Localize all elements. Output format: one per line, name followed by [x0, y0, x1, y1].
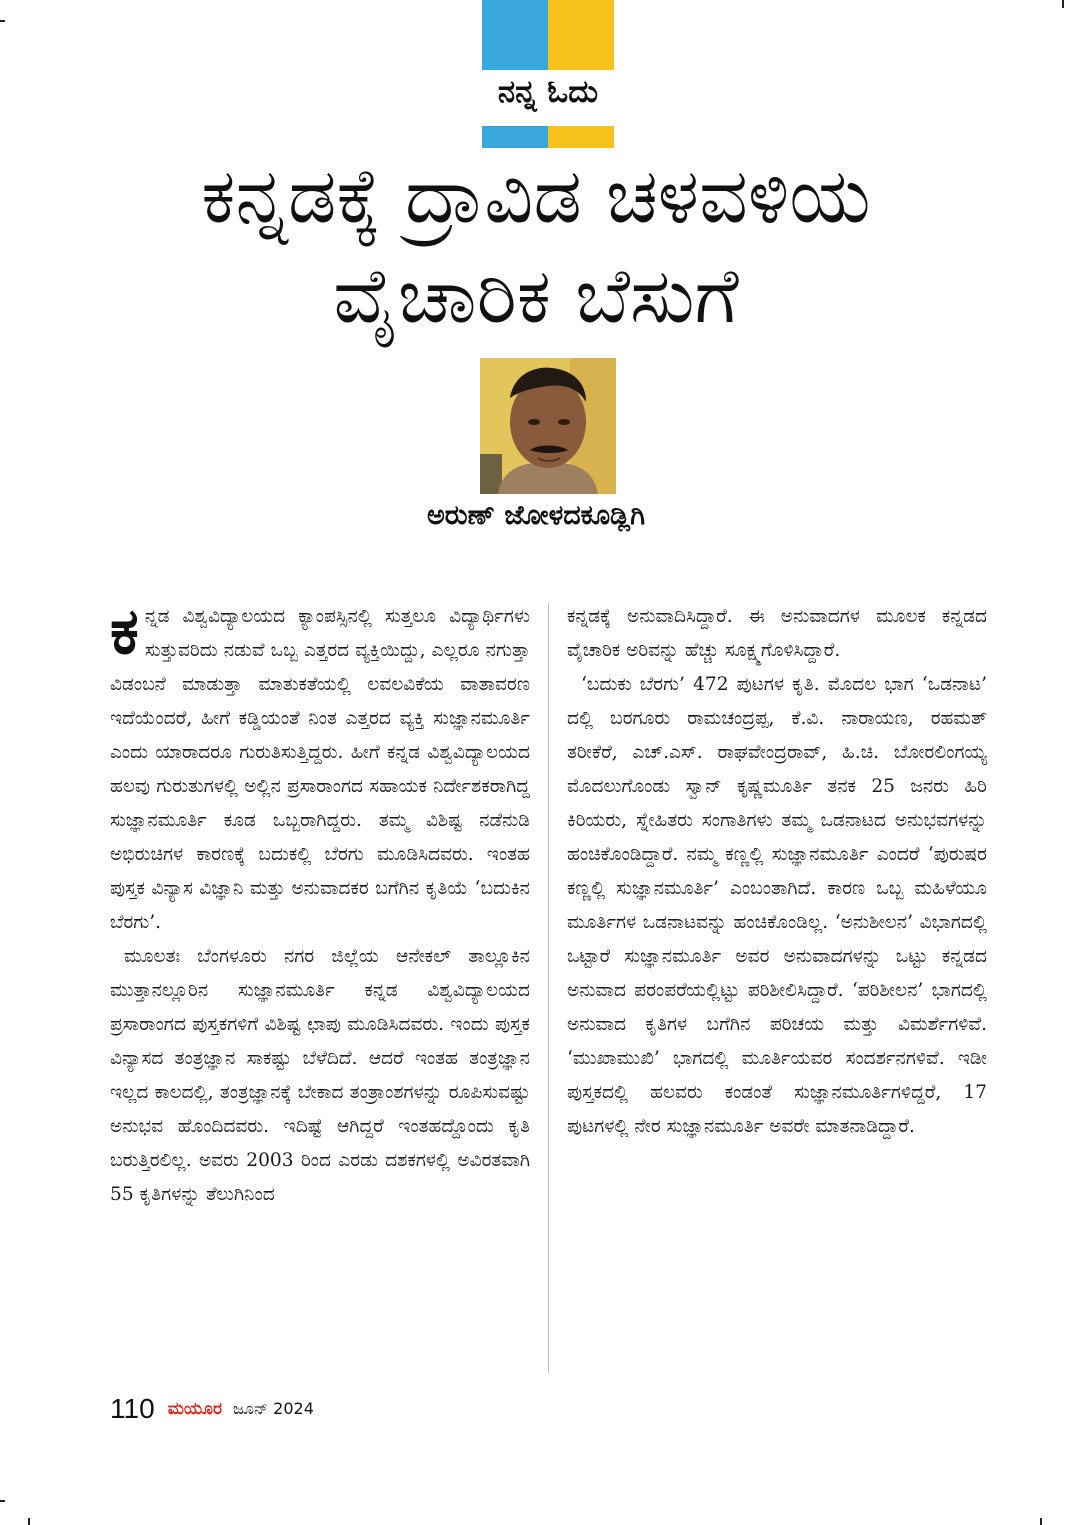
author-name: ಅರುಣ್ ಜೋಳದಕೂಡ್ಲಿಗಿ — [426, 500, 646, 531]
crop-mark-bottom-right — [1040, 1518, 1042, 1525]
article-column-left — [110, 595, 530, 1212]
drop-cap: ಕ — [110, 595, 139, 669]
section-logo — [482, 0, 614, 148]
crop-mark-top-right — [1062, 0, 1064, 8]
article-column-right — [567, 600, 987, 1144]
article-paragraph: ಕನ್ನಡಕ್ಕೆ ಅನುವಾದಿಸಿದ್ದಾರೆ. ಈ ಅನುವಾದಗಳ ಮೂಲಕ ಕನ್ನಡದ ವೈಚಾರಿಕ ಅರಿವನ್ನು ಹೆಚ್ಚು ಸೂಕ್ಷ್ಮಗೊಳಿಸಿದ್ದಾರೆ. — [567, 606, 987, 661]
crop-mark-bottom-left-v — [28, 1518, 30, 1525]
headline-line-2: ವೈಚಾರಿಕ ಬೆಸುಗೆ — [333, 251, 739, 340]
section-logo-label: ನನ್ನ ಓದು — [497, 74, 599, 110]
paragraph-text: ನ್ನಡ ವಿಶ್ವವಿದ್ಯಾಲಯದ ಕ್ಯಾಂಪಸ್ಸಿನಲ್ಲಿ ಸುತ್ತಲೂ ವಿದ್ಯಾರ್ಥಿಗಳು ಸುತ್ತುವರಿದು ನಡುವೆ ಒಬ್ಬ ಎತ್ತರದ ವ್ಯಕ್ತಿಯಿದ್ದು, ಎಲ್ಲರೂ ನಗುತ್ತಾ ವಿಡಂಬನೆ ಮಾಡುತ್ತಾ ಮಾತುಕತೆಯಲ್ಲಿ ಲವಲವಿಕೆಯ ವಾತಾವರಣ ಇದೆಯೆಂದರೆ, ಹೀಗೆ ಕಡ್ಡಿಯಂತೆ ನಿಂತ ಎತ್ತರದ ವ್ಯಕ್ತಿ ಸುಜ್ಞಾನಮೂರ್ತಿ ಎಂದು ಯಾರಾದರೂ ಗುರುತಿಸುತ್ತಿದ್ದರು. ಹೀಗೆ ಕನ್ನಡ ವಿಶ್ವವಿದ್ಯಾಲಯದ ಹಲವು ಗುರುತುಗಳಲ್ಲಿ ಅಲ್ಲಿನ ಪ್ರಸಾರಾಂಗದ ಸಹಾಯಕ ನಿರ್ದೇಶಕರಾಗಿದ್ದ ಸುಜ್ಞಾನಮೂರ್ತಿ ಕೂಡ ಒಬ್ಬರಾಗಿದ್ದರು. ತಮ್ಮ ವಿಶಿಷ್ಟ ನಡೆನುಡಿ ಅಭಿರುಚಿಗಳ ಕಾರಣಕ್ಕೆ ಬದುಕಲ್ಲಿ ಬೆರಗು ಮೂಡಿಸಿದವರು. ಇಂತಹ ಪುಸ್ತಕ ವಿನ್ಯಾಸ ವಿಜ್ಞಾನಿ ಮತ್ತು ಅನುವಾದಕರ ಬಗೆಗಿನ ಕೃತಿಯೆ ‘ಬದುಕಿನ ಬೆರಗು’. — [110, 606, 530, 933]
magazine-logo: ಮಯೂರ — [167, 1399, 222, 1419]
article-paragraph: ಮೂಲತಃ ಬೆಂಗಳೂರು ನಗರ ಜಿಲ್ಲೆಯ ಆನೇಕಲ್ ತಾಲ್ಲೂಕಿನ ಮುತ್ತಾನಲ್ಲೂರಿನ ಸುಜ್ಞಾನಮೂರ್ತಿ ಕನ್ನಡ ವಿಶ್ವವಿದ್ಯಾಲಯದ ಪ್ರಸಾರಾಂಗದ ಪುಸ್ತಕಗಳಿಗೆ ವಿಶಿಷ್ಟ ಛಾಪು ಮೂಡಿಸಿದವರು. ಇಂದು ಪುಸ್ತಕ ವಿನ್ಯಾಸದ ತಂತ್ರಜ್ಞಾನ ಸಾಕಷ್ಟು ಬೆಳೆದಿದೆ. ಆದರೆ ಇಂತಹ ತಂತ್ರಜ್ಞಾನ ಇಲ್ಲದ ಕಾಲದಲ್ಲಿ, ತಂತ್ರಜ್ಞಾನಕ್ಕೆ ಬೇಕಾದ ತಂತ್ರಾಂಶಗಳನ್ನು ರೂಪಿಸುವಷ್ಟು ಅನುಭವ ಹೊಂದಿದವರು. ಇದಿಷ್ಟೆ ಆಗಿದ್ದರೆ ಇಂತಹದ್ದೊಂದು ಕೃತಿ ಬರುತ್ತಿರಲಿಲ್ಲ. ಅವರು 2003 ರಿಂದ ಎರಡು ದಶಕಗಳಲ್ಲಿ ಅವಿರತವಾಗಿ 55 ಕೃತಿಗಳನ್ನು ತೆಲುಗಿನಿಂದ — [110, 946, 530, 1205]
author-portrait-illustration — [480, 358, 616, 494]
crop-mark-bottom-left — [0, 1500, 5, 1502]
article-paragraph — [110, 595, 530, 940]
crop-mark-top-left — [0, 20, 5, 22]
issue-date: ಜೂನ್ 2024 — [233, 1399, 314, 1418]
page-footer — [110, 1393, 314, 1429]
column-divider — [548, 603, 549, 1373]
article-paragraph: ‘ಬದುಕು ಬೆರಗು’ 472 ಪುಟಗಳ ಕೃತಿ. ಮೊದಲ ಭಾಗ ‘ಒಡನಾಟ’ ದಲ್ಲಿ ಬರಗೂರು ರಾಮಚಂದ್ರಪ್ಪ, ಕೆ.ವಿ. ನಾರಾಯಣ, ರಹಮತ್ ತರೀಕೆರೆ, ಎಚ್.ಎಸ್. ರಾಘವೇಂದ್ರರಾವ್, ಹಿ.ಚಿ. ಬೋರಲಿಂಗಯ್ಯ ಮೊದಲುಗೊಂಡು ಸ್ವಾನ್ ಕೃಷ್ಣಮೂರ್ತಿ ತನಕ 25 ಜನರು ಹಿರಿ ಕಿರಿಯರು, ಸ್ನೇಹಿತರು ಸಂಗಾತಿಗಳು ತಮ್ಮ ಒಡನಾಟದ ಅನುಭವಗಳನ್ನು ಹಂಚಿಕೊಂಡಿದ್ದಾರೆ. ನಮ್ಮ ಕಣ್ಣಲ್ಲಿ ಸುಜ್ಞಾನಮೂರ್ತಿ ಎಂದರೆ ‘ಪುರುಷರ ಕಣ್ಣಲ್ಲಿ ಸುಜ್ಞಾನಮೂರ್ತಿ’ ಎಂಬಂತಾಗಿದೆ. ಕಾರಣ ಒಬ್ಬ ಮಹಿಳೆಯೂ ಮೂರ್ತಿಗಳ ಒಡನಾಟವನ್ನು ಹಂಚಿಕೊಂಡಿಲ್ಲ. ‘ಅನುಶೀಲನ’ ವಿಭಾಗದಲ್ಲಿ ಒಟ್ಟಾರೆ ಸುಜ್ಞಾನಮೂರ್ತಿ ಅವರ ಅನುವಾದಗಳನ್ನು ಒಟ್ಟು ಕನ್ನಡದ ಅನುವಾದ ಪರಂಪರೆಯಲ್ಲಿಟ್ಟು ಪರಿಶೀಲಿಸಿದ್ದಾರೆ. ‘ಪರಿಶೀಲನ’ ಭಾಗದಲ್ಲಿ ಅನುವಾದ ಕೃತಿಗಳ ಬಗೆಗಿನ ಪರಿಚಯ ಮತ್ತು ವಿಮರ್ಶೆಗಳಿವೆ. ‘ಮುಖಾಮುಖಿ’ ಭಾಗದಲ್ಲಿ ಮೂರ್ತಿಯವರ ಸಂದರ್ಶನಗಳಿವೆ. ಇಡೀ ಪುಸ್ತಕದಲ್ಲಿ ಹಲವರು ಕಂಡಂತೆ ಸುಜ್ಞಾನಮೂರ್ತಿಗಳಿದ್ದರೆ, 17 ಪುಟಗಳಲ್ಲಿ ನೇರ ಸುಜ್ಞಾನಮೂರ್ತಿ ಅವರೇ ಮಾತನಾಡಿದ್ದಾರೆ. — [567, 674, 987, 1137]
page-number: 110 — [110, 1393, 155, 1424]
author-photo — [480, 358, 616, 494]
headline-line-1: ಕನ್ನಡಕ್ಕೆ ದ್ರಾವಿಡ ಚಳವಳಿಯ — [201, 151, 871, 240]
